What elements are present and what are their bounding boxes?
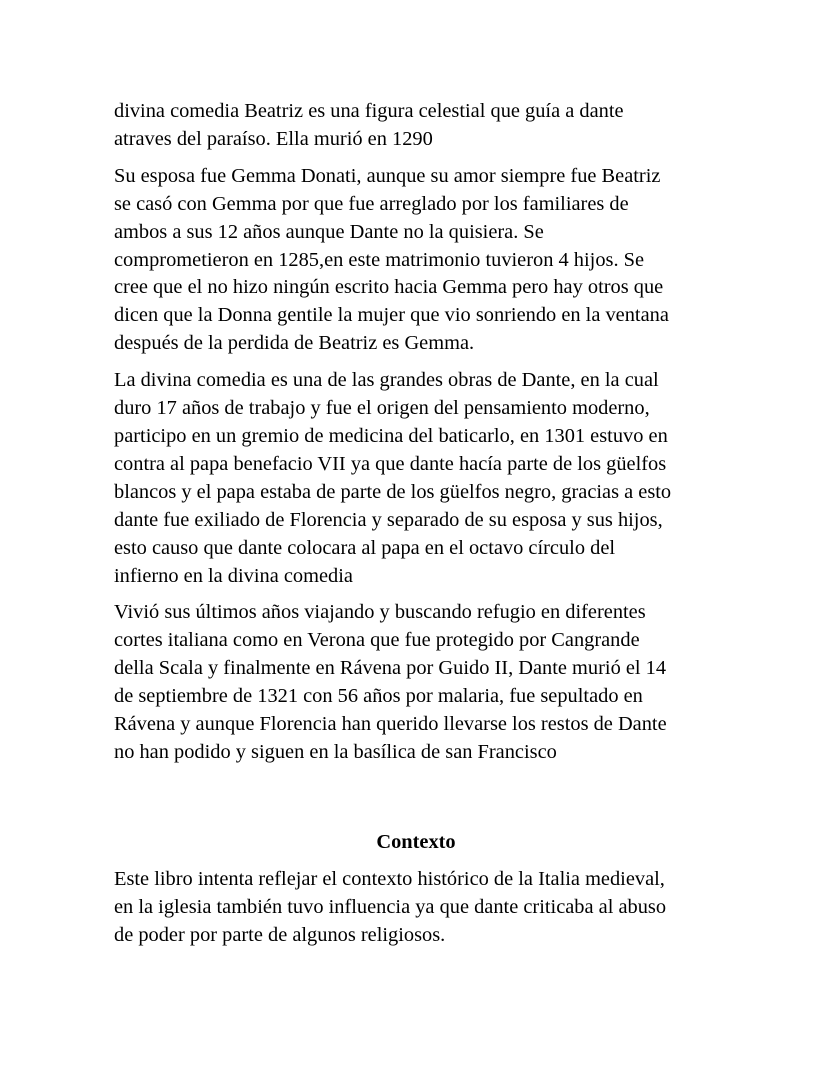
text-line: dicen que la Donna gentile la mujer que vio sonriendo en la ventana bbox=[114, 304, 669, 327]
section-heading: Contexto bbox=[376, 831, 456, 853]
document-page bbox=[114, 98, 718, 946]
text-line: Este libro intenta reflejar el contexto histórico de la Italia medieval, bbox=[114, 868, 665, 890]
text-line: della Scala y finalmente en Rávena por Guido II, Dante murió el 14 bbox=[114, 657, 667, 680]
paragraph-beatriz bbox=[114, 98, 718, 154]
text-line: dante fue exiliado de Florencia y separado de su esposa y sus hijos, bbox=[114, 508, 663, 531]
text-line: después de la perdida de Beatriz es Gemma. bbox=[114, 332, 475, 355]
text-line: no han podido y siguen en la basílica de san Francisco bbox=[114, 740, 557, 763]
text-line: se casó con Gemma por que fue arreglado por los familiares de bbox=[114, 192, 629, 215]
text-line: cree que el no hizo ningún escrito hacia Gemma pero hay otros que bbox=[114, 276, 664, 299]
text-line: Vivió sus últimos años viajando y buscando refugio en diferentes bbox=[114, 601, 646, 624]
text-line: Rávena y aunque Florencia han querido llevarse los restos de Dante bbox=[114, 713, 667, 736]
text-line: blancos y el papa estaba de parte de los güelfos negro, gracias a esto bbox=[114, 480, 672, 503]
text-line: Su esposa fue Gemma Donati, aunque su amor siempre fue Beatriz bbox=[114, 164, 661, 187]
paragraph-gemma bbox=[114, 163, 718, 358]
text-line: comprometieron en 1285,en este matrimonio tuvieron 4 hijos. Se bbox=[114, 248, 645, 271]
text-line: de poder por parte de algunos religiosos. bbox=[114, 923, 446, 946]
paragraph-divina-comedia bbox=[114, 367, 718, 590]
text-line: contra al papa benefacio VII ya que dante hacía parte de los güelfos bbox=[114, 452, 667, 475]
text-line: participo en un gremio de medicina del baticarlo, en 1301 estuvo en bbox=[114, 424, 668, 447]
text-line: atraves del paraíso. Ella murió en 1290 bbox=[114, 127, 433, 150]
text-line: esto causo que dante colocara al papa en el octavo círculo del bbox=[114, 536, 616, 559]
text-line: ambos a sus 12 años aunque Dante no la quisiera. Se bbox=[114, 220, 544, 243]
text-line: La divina comedia es una de las grandes obras de Dante, en la cual bbox=[114, 369, 659, 392]
text-line: cortes italiana como en Verona que fue protegido por Cangrande bbox=[114, 629, 640, 652]
text-line: duro 17 años de trabajo y fue el origen del pensamiento moderno, bbox=[114, 397, 650, 420]
text-line: en la iglesia también tuvo influencia ya que dante criticaba al abuso bbox=[114, 895, 667, 918]
text-line: divina comedia Beatriz es una figura celestial que guía a dante bbox=[114, 100, 624, 122]
text-line: de septiembre de 1321 con 56 años por malaria, fue sepultado en bbox=[114, 685, 643, 708]
text-line: infierno en la divina comedia bbox=[114, 564, 353, 587]
paragraph-ultimos-anos bbox=[114, 599, 718, 766]
paragraph-contexto bbox=[114, 866, 666, 950]
